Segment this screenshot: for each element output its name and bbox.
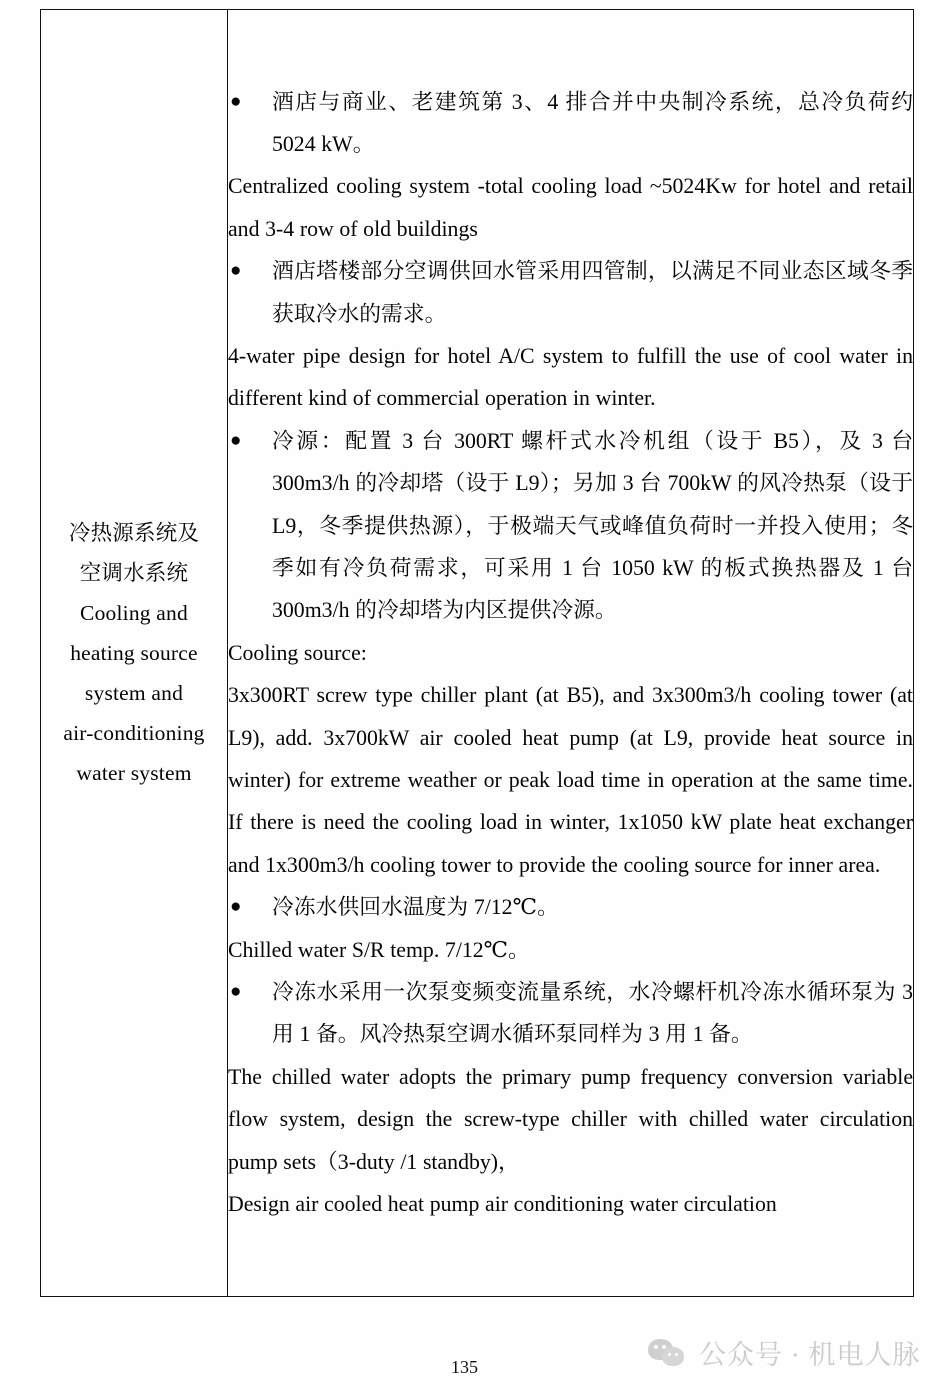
bullet-paragraph bbox=[228, 420, 913, 632]
paragraph-text: 冷源：配置 3 台 300RT 螺杆式水冷机组（设于 B5），及 3 台 300m3/h 的冷却塔（设于 L9）；另加 3 台 700kW 的风冷热泵（设于 L9，冬季提供热源），于极端天气或峰值负荷时一并投入使用；冬季如有冷负荷需求，可采用 1 台 1050 kW 的板式换热器及 1 台 300m3/h 的冷却塔为内区提供冷源。 bbox=[272, 428, 913, 623]
page-number: 135 bbox=[451, 1357, 478, 1377]
text-paragraph: Chilled water S/R temp. 7/12℃。 bbox=[228, 937, 530, 962]
specification-content-cell bbox=[228, 10, 914, 1297]
paragraph-text: 酒店与商业、老建筑第 3、4 排合并中央制冷系统，总冷负荷约 5024 kW。 bbox=[272, 89, 913, 156]
specification-table bbox=[40, 9, 914, 1297]
text-paragraph: 3x300RT screw type chiller plant (at B5), and 3x300m3/h cooling tower (at L9), add. 3x700kW air cooled heat pump (at L9, provide heat source in winter) for extreme weather or peak load time in operation at the same time. If there is need the cooling load in winter, 1x1050 kW plate heat exchanger and 1x300m3/h cooling tower to provide the cooling source for inner area. bbox=[228, 683, 913, 877]
system-label-cn-line2: 空调水系统 bbox=[79, 561, 189, 585]
specification-body bbox=[228, 81, 913, 1226]
system-label-en-line3: system and bbox=[84, 681, 184, 705]
text-paragraph: 4-water pipe design for hotel A/C system to fulfill the use of cool water in different kind of commercial operation in winter. bbox=[228, 343, 913, 411]
text-paragraph: Design air cooled heat pump air conditioning water circulation bbox=[228, 1192, 777, 1217]
bullet-icon: ● bbox=[230, 90, 242, 112]
system-label-cn-line1: 冷热源系统及 bbox=[68, 521, 200, 545]
watermark bbox=[648, 1338, 921, 1372]
paragraph-text: 冷冻水采用一次泵变频变流量系统，水冷螺杆机冷冻水循环泵为 3 用 1 备。风冷热泵空调水循环泵同样为 3 用 1 备。 bbox=[272, 980, 913, 1047]
bullet-paragraph bbox=[228, 971, 913, 1056]
bullet-paragraph bbox=[228, 886, 913, 928]
system-label bbox=[41, 513, 227, 793]
system-label-cell bbox=[41, 10, 228, 1297]
paragraph-text: 冷冻水供回水温度为 7/12℃。 bbox=[272, 895, 559, 920]
watermark-text: 公众号 · 机电人脉 bbox=[699, 1340, 921, 1370]
bullet-paragraph bbox=[228, 81, 913, 166]
wechat-logo-icon bbox=[648, 1338, 690, 1372]
bullet-icon: ● bbox=[230, 429, 242, 451]
system-label-en-line2: heating source bbox=[70, 641, 198, 665]
bullet-icon: ● bbox=[230, 896, 242, 918]
system-label-en-line1: Cooling and bbox=[80, 601, 188, 625]
table-row bbox=[41, 10, 914, 1297]
text-paragraph: Centralized cooling system -total cooling load ~5024Kw for hotel and retail and 3-4 row of old buildings bbox=[228, 174, 913, 241]
text-paragraph: The chilled water adopts the primary pump frequency conversion variable flow system, design the screw-type chiller with chilled water circulation pump sets（3-duty /1 standby)， bbox=[228, 1064, 913, 1174]
bullet-icon: ● bbox=[230, 260, 242, 282]
bullet-paragraph bbox=[228, 250, 913, 335]
text-paragraph: Cooling source: bbox=[228, 640, 367, 665]
bullet-icon: ● bbox=[230, 981, 242, 1003]
system-label-en-line5: water system bbox=[76, 761, 192, 785]
system-label-en-line4: air-conditioning bbox=[63, 721, 205, 745]
paragraph-text: 酒店塔楼部分空调供回水管采用四管制，以满足不同业态区域冬季获取冷水的需求。 bbox=[272, 259, 913, 326]
